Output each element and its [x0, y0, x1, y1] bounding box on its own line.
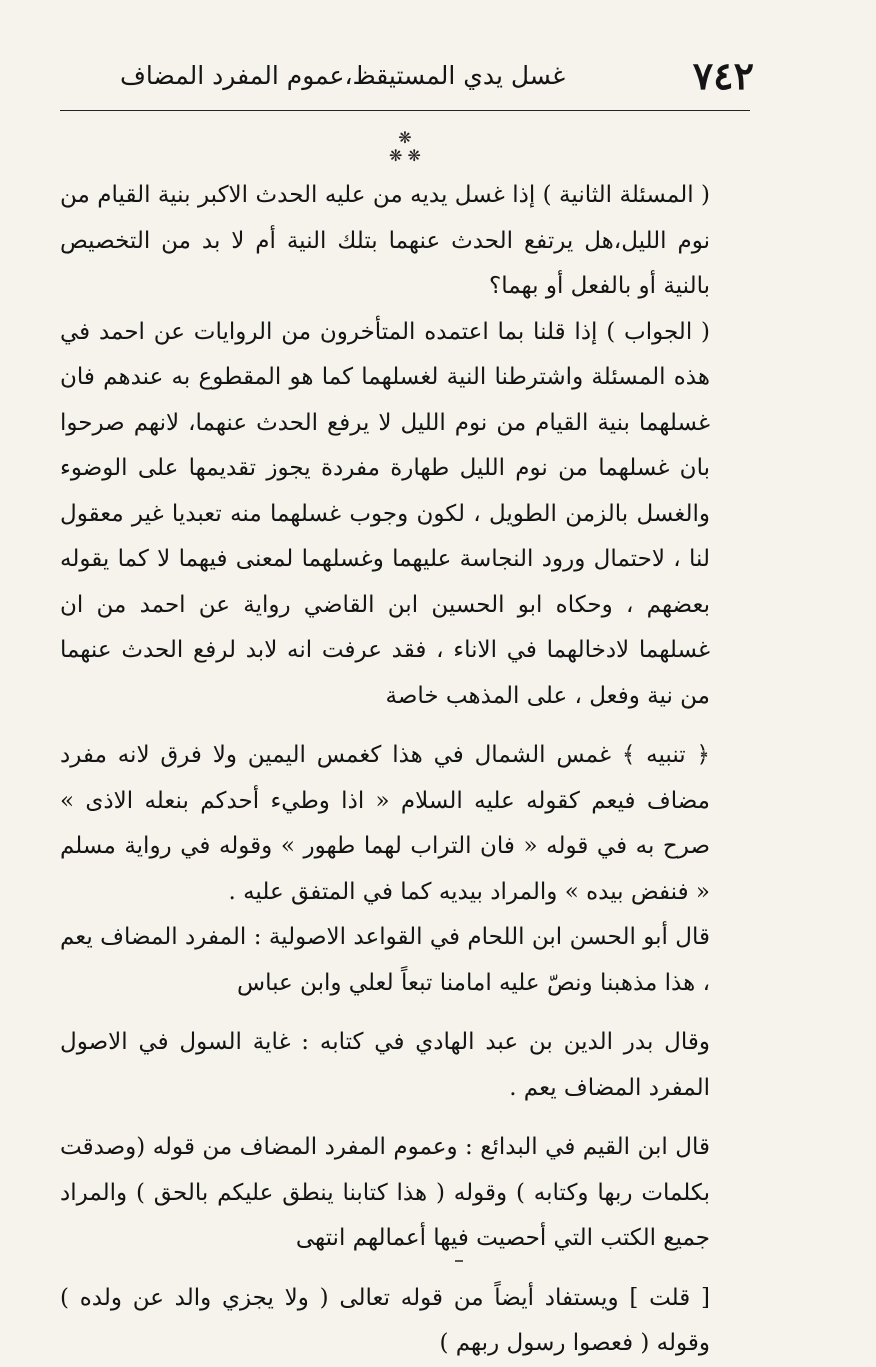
paragraph-note: ﴿ تنبيه ﴾ غمس الشمال في هذا كغمس اليمين ولا فرق لانه مفرد مضاف فيعم كقوله عليه السلام « اذا وطيء أحدكم بنعله الاذى » صرح به في قوله « فان التراب لهما طهور » وقوله في رواية مسلم « فنفض بيده » والمراد بيديه كما في المتفق عليه . — [60, 742, 710, 905]
paragraph-question: ( المسئلة الثانية ) إذا غسل يديه من عليه الحدث الاكبر بنية القيام من نوم الليل،هل يرتفع الحدث عنهما بتلك النية أم لا بد من التخصيص بالنية أو بالفعل أو بهما؟ — [60, 182, 710, 299]
page-number: ٧٤٢ — [692, 52, 754, 98]
paragraph-ibn-alqayyim: قال ابن القيم في البدائع : وعموم المفرد المضاف من قوله (وصدقت بكلمات ربها وكتابه ) وقوله ( هذا كتابنا ينطق عليكم بالحق ) والمراد جميع الكتب التي أحصيت فيها أعمالهم انتهى — [60, 1134, 710, 1251]
paragraph-qultu: [ قلت ] ويستفاد أيضاً من قوله تعالى ( ولا يجزي والد عن ولده ) وقوله ( فعصوا رسول ربهم ) — [60, 1284, 710, 1356]
paragraph-answer: ( الجواب ) إذا قلنا بما اعتمده المتأخرون من الروايات عن احمد في هذه المسئلة واشترطنا النية لغسلهما كما هو المقطوع به عندهم فان غسلهما بنية القيام من نوم الليل لا يرفع الحدث عنهما، لانهم صرحوا بان غسلهما من نوم الليل طهارة مفردة يجوز تقديمها على الوضوء والغسل بالزمن الطويل ، لكون وجوب غسلهما منه تعبديا غير معقول لنا ، لاحتمال ورود النجاسة عليهما وغسلهما لمعنى فيهما لا كما يقوله بعضهم ، وحكاه ابو الحسين ابن القاضي رواية عن احمد من ان غسلهما لادخالهما في الاناء ، فقد عرفت انه لابد لرفع الحدث عنهما من نية وفعل ، على المذهب خاصة — [60, 318, 710, 709]
ornament-top: ❋ — [398, 128, 412, 147]
paragraph-badr-aldin: وقال بدر الدين بن عبد الهادي في كتابه : غاية السول في الاصول المفرد المضاف يعم . — [60, 1029, 710, 1101]
page-mark — [455, 1260, 463, 1262]
running-title: غسل يدي المستيقظ،عموم المفرد المضاف — [120, 60, 566, 90]
book-page — [60, 40, 754, 1367]
page-header — [60, 40, 754, 111]
ornament-bottom: ❋ ❋ — [389, 146, 421, 165]
paragraph-ibn-allaham: قال أبو الحسن ابن اللحام في القواعد الاصولية : المفرد المضاف يعم ، هذا مذهبنا ونصّ عليه امامنا تبعاً لعلي وابن عباس — [60, 924, 710, 996]
asterism-ornament — [60, 129, 750, 165]
